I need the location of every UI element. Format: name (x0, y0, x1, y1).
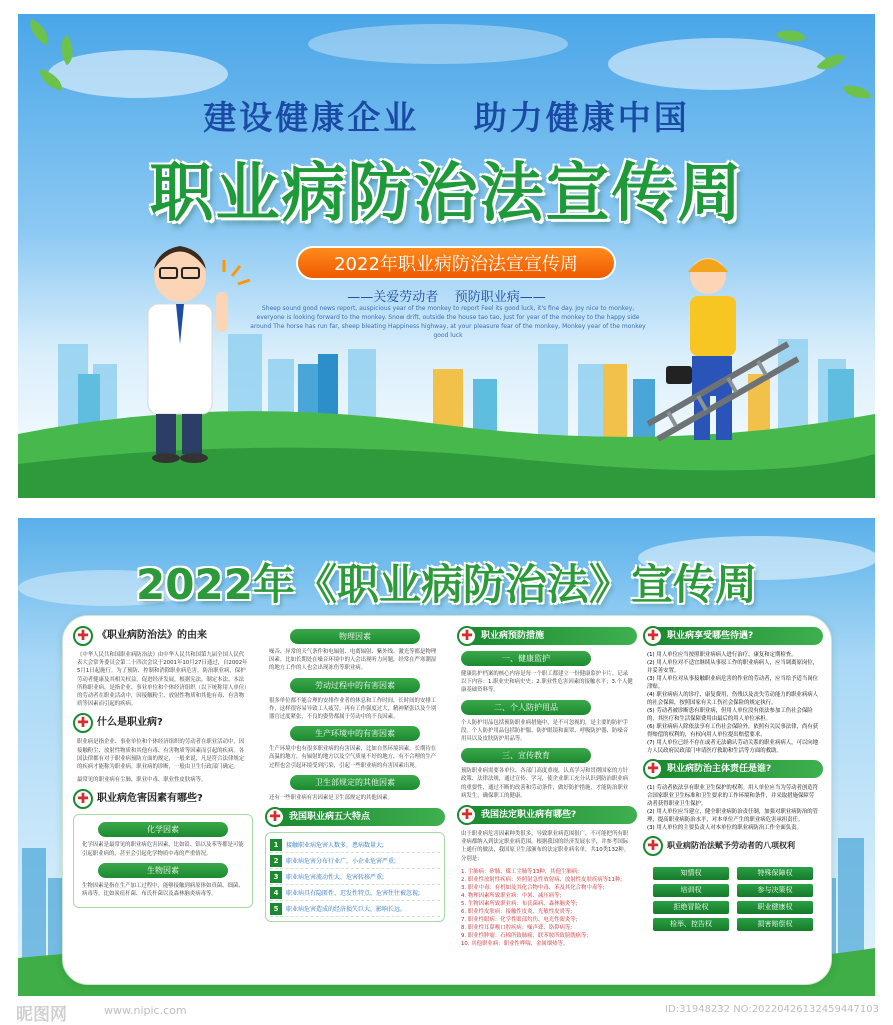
column-1 (73, 626, 253, 913)
section-text: 职业病是指企业、事业单位和个体经济组织的劳动者在职业活动中，因接触粉尘、放射性物质和其他有毒、有害物质等因素而引起的疾病。各国法律都有对于职业病预防方面的规定，一般来说，凡是符合法律规定的疾病才能称为职业病。职业病的诊断，一般由卫生行政部门确定。 (77, 739, 245, 771)
list-item (270, 869, 440, 885)
section-header (643, 836, 823, 856)
section-title: 职业病防治主体责任是谁? (657, 760, 823, 778)
responsibility-item: (1) 劳动者依法享有职业卫生保护的权利。用人单位应当为劳动者创造符合国家职业卫生标准和卫生要求的工作环境和条件，并采取措施保障劳动者获得职业卫生保护。 (647, 785, 819, 807)
section-title: 职业病享受哪些待遇? (657, 627, 823, 645)
right-badge: 损害赔偿权 (737, 918, 813, 931)
subtitle: ——关爱劳动者 预防职业病—— (347, 290, 546, 305)
responsibility-list (643, 784, 823, 832)
factor-text: 还有一些职业病有害因素是卫生部规定的其他因素。 (269, 794, 393, 801)
list-text: 职业病危害造成的经济损失巨大，影响长远。 (286, 906, 407, 914)
disease-item: 4. 物理因素所致职业病：中暑、减压病等; (461, 892, 562, 899)
section-text: 最常见的职业病有尘肺、职业中毒、职业性皮肤病等。 (77, 777, 207, 784)
english-blurb: Sheep sound good news report, auspicious year of the monkey to report Feel its good luck, it's fine day. Joy nice to monkey, everyone is looking forward to the monkey. Snow drift, outside the house tao tao, Just for year of the monkey to the happy side around The horse has run far, sheep bleating Happiness highway, at your pleasure fear of the monkey, Monkey year of the monkey good luck (250, 305, 646, 339)
slogan-right: 助力健康中国 (473, 98, 690, 137)
list-text: 职业病危害分布行业广，小企业危害严重; (286, 858, 397, 866)
watermark-id: ID:31948232 NO:20220426132459447103 (665, 1004, 879, 1015)
plus-icon: ✚ (73, 713, 93, 733)
features-list (265, 832, 445, 922)
section-title: 《职业病防治法》的由来 (97, 630, 207, 641)
plus-icon: ✚ (457, 626, 477, 646)
list-text: 职业病具有隐匿性、迟发性特点，危害往往被忽视; (286, 890, 421, 898)
subtitle-left: 关爱劳动者 (373, 290, 439, 305)
measure-text: 预防职业病需要各单位、各部门高度重视，认真学习和贯彻国家的方针政策、法律法规，通过宣传、学习，使企业职工充分认识到防治职业病的重要性，通过不断的改善和劳动条件，做好防护措施，才能防治职业病发生，确保职工的健康。 (461, 768, 629, 799)
section-title: 我国职业病五大特点 (279, 808, 445, 826)
section-header (73, 713, 253, 733)
factor-pill: 生物因素 (98, 863, 228, 878)
disease-item: 1. 尘肺病：矽肺、煤工尘肺等13种，其他尘肺病; (461, 868, 579, 875)
disease-item: 6. 职业性皮肤病：接触性皮炎、光敏性皮炎等; (461, 908, 573, 915)
responsibility-item: (2) 用人单位应当建立、健全职业病防治责任制，加强对职业病防治的管理，提高职业病防治水平，对本单位产生的职业病危害承担责任。 (647, 809, 819, 823)
section-text: 《中华人民共和国职业病防治法》由中华人民共和国第九届全国人民代表大会常务委员会第二十四次会议于2001年10月27日通过，自2002年5月1日起施行。为了预防、控制和消除职业病危害，防治职业病，保护劳动者健康及其相关权益，促进经济发展，根据宪法，制定本法。本法所称职业病，是指企业、事业单位和个体经济组织（以下统称用人单位）的劳动者在职业活动中，因接触粉尘、放射性物质和其他有毒、有害物质等因素而引起的疾病。 (77, 652, 248, 708)
subtitle-right: 预防职业病 (454, 290, 520, 305)
poster-bottom (18, 518, 875, 996)
factor-pill: 劳动过程中的有害因素 (290, 678, 420, 693)
responsibility-item: (3) 用人单位的主要负责人对本单位的职业病防治工作全面负责。 (647, 825, 802, 831)
plus-icon: ✚ (643, 836, 663, 856)
right-badge: 知情权 (653, 867, 729, 880)
benefit-item: (6) 职业病病人除依法享有工伤社会保险外，依照有关民事法律，尚有获得赔偿的权利的，有权向用人单位提出赔偿要求。 (647, 724, 819, 738)
factor-text: 生产环境中也有很多职业病的有害因素，比如自然环境因素，长期待在高温的地方，有辐射的地方以及空气质量不好的地方，有不合理的生产过程也会引起环境受到污染，引起一些职业病的有害因素出现。 (269, 746, 437, 769)
benefit-item: (3) 用人单位对从事接触职业病危害的作业的劳动者，应当给予适当岗位津贴。 (647, 676, 819, 690)
list-number: 4 (270, 887, 282, 899)
measure-text: 健康监护档案的核心内容是每一个职工都建立一份健康监护卡片。记录以下内容：1.职业史和病史史；2.职业性危害因素的接触水平；3.个人健康基础资料等。 (461, 671, 633, 694)
list-number: 1 (270, 839, 282, 851)
section-text: 由于职业病危害因素种类很多，导致职业病范围很广，不可能把所有职业病都纳入到法定职业病范围。根据我国的经济发展水平，并参考国际上通行的做法，我国原卫生部颁布的法定职业病名单，共10类132种。分别是： (461, 831, 630, 862)
measure-pill: 三、宣传教育 (461, 748, 591, 763)
disease-item: 10. 其他职业病：职业性哮喘、金属烟热等。 (461, 940, 569, 947)
disease-item: 2. 职业性放射性疾病：外照射急性放射病、放射性皮肤疾病等11种; (461, 876, 623, 883)
disease-item: 8. 职业性耳鼻喉口腔疾病：噪声聋、铬鼻病等; (461, 924, 573, 931)
measure-pill: 二、个人防护用品 (461, 700, 591, 715)
benefit-item: (1) 用人单位应当按照职业病病人进行治疗、康复和定期检查。 (647, 652, 797, 658)
section-header (265, 807, 445, 827)
list-number: 5 (270, 903, 282, 915)
plus-icon: ✚ (457, 805, 477, 825)
watermark-url: www.nipic.com (104, 1004, 187, 1017)
column-4 (643, 626, 823, 937)
list-item (270, 853, 440, 869)
disease-list (457, 868, 637, 948)
benefit-item: (7) 用人单位已经不存在或者无法确认劳动关系的职业病病人，可以向地方人民政府民政部门申请医疗救助和生活等方面的救助。 (647, 740, 819, 754)
benefits-list (643, 651, 823, 755)
right-badge: 参与决策权 (737, 884, 813, 897)
factor-pill: 物理因素 (290, 629, 420, 644)
factor-pill: 生产环境中的有害因素 (290, 726, 420, 741)
column-2 (265, 626, 445, 927)
measure-text: 个人防护用品包括预防职业病措施中，是不可忽视的，是主要的防护手段。个人防护用品包括防护服、防护眼镜和面罩、呼吸防护器、防噪音用具以及皮肤防护用品等。 (461, 719, 629, 743)
list-number: 2 (270, 855, 282, 867)
plus-icon: ✚ (73, 789, 93, 809)
factor-text: 噪音、异常的天气条件和电辐射、电离辐射、紫外线、激光等都是物理因素。比如长期处在噪音环境中的人会出现听力问题，经常在严寒潮湿的地方工作的人也会出现冻伤等职业病。 (269, 649, 437, 672)
section-title: 职业病危害因素有哪些? (97, 793, 203, 805)
section-header (73, 789, 253, 809)
section-header (643, 759, 823, 779)
list-number: 3 (270, 871, 282, 883)
column-3 (457, 626, 637, 948)
content-board (62, 615, 832, 985)
benefit-item: (4) 职业病病人的诊疗、康复费用，伤残以及丧失劳动能力的职业病病人的社会保障，按照国家有关工伤社会保险的规定执行。 (647, 692, 819, 706)
slogan (18, 92, 875, 139)
year-badge: 2022年职业病防治法宣宣传周 (296, 246, 616, 280)
section-header (457, 805, 637, 825)
list-text: 接触职业病危害人数多，患病数量大; (286, 842, 385, 850)
right-badge: 拒绝冒险权 (653, 901, 729, 914)
poster-top (18, 14, 875, 498)
factor-text: 生物因素是指在生产加工过程中，能够接触到病原体如真菌、细菌、病毒等，比如炭疽杆菌、布氏杆菌以及森林脑炎病毒等。 (82, 882, 244, 898)
plus-icon: ✚ (73, 626, 93, 646)
factor-text: 很多单位都不能合理的安排作业者的休息和工作时间，长时间的安排工作，这样很容易导致工人疲劳。再有工作强度过大，精神紧张以及个别器官过度紧张，不良的姿势都属于劳动中的不良因素。 (269, 697, 437, 721)
benefit-item: (5) 劳动者被诊断患有职业病，但用人单位没有依法参加工伤社会保险的，其医疗和生活保障费用由最后的用人单位承担。 (647, 708, 813, 722)
list-item (270, 885, 440, 901)
main-title: 职业病防治法宣传周 (149, 157, 744, 231)
disease-item: 5. 生物因素所致职业病：布氏菌病、森林脑炎等; (461, 900, 578, 907)
factor-pill: 化学因素 (98, 822, 228, 837)
factor-pill: 卫生部规定的其他因素 (290, 775, 420, 790)
right-badge: 检举、控告权 (653, 918, 729, 931)
section-title: 职业病防治法赋予劳动者的八项权利 (667, 841, 795, 850)
disease-item: 7. 职业性眼病：化学性眼部灼伤、电光性眼炎等; (461, 916, 578, 923)
benefit-item: (2) 用人单位对不适宜继续从事原工作的职业病病人，应当调离原岗位，并妥善安置。 (647, 660, 819, 674)
list-item (270, 837, 440, 853)
plus-icon: ✚ (643, 626, 663, 646)
plus-icon: ✚ (643, 759, 663, 779)
rights-grid (643, 861, 823, 937)
list-text: 职业病危害流动性大，危害转移严重; (286, 874, 385, 882)
section-title: 职业病预防措施 (471, 627, 637, 645)
right-badge: 培训权 (653, 884, 729, 897)
section-title: 我国法定职业病有哪些? (471, 806, 637, 824)
watermark-logo: 昵图网 (16, 1005, 67, 1025)
right-badge: 特殊保障权 (737, 867, 813, 880)
right-badge: 职业健康权 (737, 901, 813, 914)
section-header (73, 626, 253, 646)
measure-pill: 一、健康监护 (461, 651, 591, 666)
factor-text: 化学因素是最常见的职业病危害因素，比如铅、铝以及苯等都是可能引起职业病的，甚至会引起化学物质中毒的严重情况。 (82, 842, 244, 857)
list-item (270, 901, 440, 917)
section-header (643, 626, 823, 646)
disease-item: 3. 职业中毒：有机如及其化合物中毒、苯及其化合物中毒等; (461, 884, 605, 891)
slogan-left: 建设健康企业 (203, 98, 420, 137)
plus-icon: ✚ (265, 807, 285, 827)
watermark-bar (0, 996, 893, 1024)
disease-item: 9. 职业性肿瘤：石棉所致肺癌、联苯胺所致膀胱癌等; (461, 932, 589, 939)
section-title: 什么是职业病? (97, 717, 163, 729)
section-header (457, 626, 637, 646)
factor-box (73, 814, 253, 908)
bottom-title: 2022年《职业病防治法》宣传周 (136, 560, 757, 609)
